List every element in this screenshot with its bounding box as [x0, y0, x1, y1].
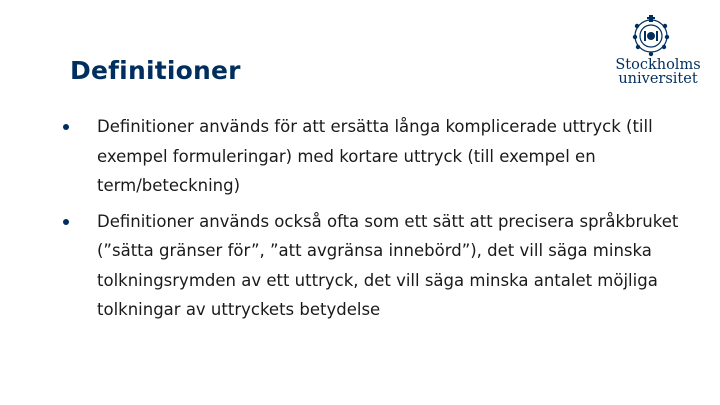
bullet-dot-icon — [63, 124, 69, 130]
bullet-text: Definitioner används för att ersätta långa komplicerade uttryck (till exempel formuleringar) med kortare uttryck (till exempel en term/beteckning) — [97, 117, 653, 195]
university-crest-icon — [628, 14, 674, 58]
logo-text-line2: universitet — [618, 71, 698, 87]
bullet-item — [60, 112, 700, 201]
bullet-list — [60, 112, 700, 331]
bullet-text: Definitioner används också ofta som ett sätt att precisera språkbruket (”sätta gränser för”, ”att avgränsa innebörd”), det vill säga minska tolkningsrymden av ett uttryck, det vill säga minska antalet möjliga tolkningar av uttryckets betydelse — [97, 211, 679, 319]
university-logo — [612, 14, 704, 87]
slide-title: Definitioner — [70, 56, 241, 85]
bullet-dot-icon — [63, 219, 69, 225]
bullet-item — [60, 207, 700, 325]
logo-text-line1: Stockholms — [615, 57, 701, 73]
